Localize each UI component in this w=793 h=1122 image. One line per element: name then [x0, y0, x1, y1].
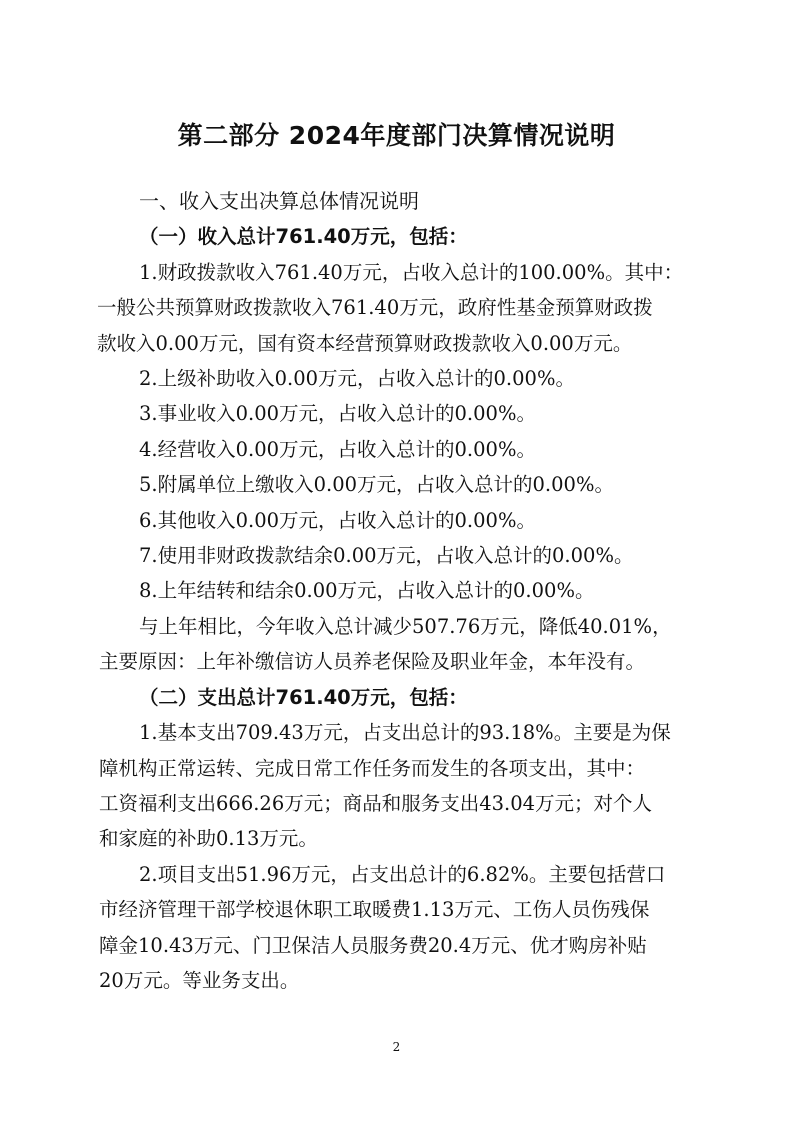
expense-item-2-line-1: 2.项目支出51.96万元，占支出总计的6.82%。主要包括营口	[139, 862, 666, 886]
income-item-1-line-1: 1.财政拨款收入761.40万元，占收入总计的100.00%。其中：	[139, 260, 684, 284]
income-item-6: 6.其他收入0.00万元，占收入总计的0.00%。	[139, 508, 536, 532]
income-item-3: 3.事业收入0.00万元，占收入总计的0.00%。	[139, 402, 536, 426]
page-number: 2	[392, 1040, 401, 1054]
income-item-4: 4.经营收入0.00万元，占收入总计的0.00%。	[139, 437, 536, 461]
income-comparison-line-1: 与上年相比，今年收入总计减少507.76万元，降低40.01%，	[139, 614, 672, 638]
expense-item-1	[99, 715, 699, 857]
income-item-1	[99, 255, 699, 361]
income-item-8: 8.上年结转和结余0.00万元，占收入总计的0.00%。	[139, 579, 595, 603]
expense-heading: （二）支出总计761.40万元，包括：	[139, 685, 468, 709]
expense-item-2-line-2: 市经济管理干部学校退休职工取暖费1.13万元、工伤人员伤残保	[99, 898, 650, 922]
income-item-1-line-3: 款收入0.00万元，国有资本经营预算财政拨款收入0.00万元。	[97, 331, 633, 355]
income-item-2: 2.上级补助收入0.00万元，占收入总计的0.00%。	[139, 367, 575, 391]
expense-item-2-line-4: 20万元。等业务支出。	[99, 968, 300, 992]
document-body	[99, 184, 699, 998]
expense-item-1-line-2: 障机构正常运转、完成日常工作任务而发生的各项支出，其中：	[99, 756, 646, 780]
income-item-7: 7.使用非财政拨款结余0.00万元，占收入总计的0.00%。	[139, 544, 634, 568]
section-heading: 一、收入支出决算总体情况说明	[139, 189, 419, 213]
expense-item-2-line-3: 障金10.43万元、门卫保洁人员服务费20.4万元、优才购房补贴	[99, 933, 647, 957]
expense-item-1-line-3: 工资福利支出666.26万元；商品和服务支出43.04万元；对个人	[99, 791, 653, 815]
expense-item-1-line-1: 1.基本支出709.43万元，占支出总计的93.18%。主要是为保	[139, 721, 671, 745]
page-title: 第二部分 2024年度部门决算情况说明	[177, 121, 616, 150]
expense-item-1-line-4: 和家庭的补助0.13万元。	[99, 827, 318, 851]
expense-item-2	[99, 857, 699, 999]
income-heading: （一）收入总计761.40万元，包括：	[139, 225, 468, 249]
income-item-1-line-2: 一般公共预算财政拨款收入761.40万元，政府性基金预算财政拨	[97, 296, 653, 320]
income-item-5: 5.附属单位上缴收入0.00万元，占收入总计的0.00%。	[139, 473, 614, 497]
income-comparison-line-2: 主要原因：上年补缴信访人员养老保险及职业年金，本年没有。	[99, 650, 646, 674]
income-comparison	[99, 609, 699, 680]
